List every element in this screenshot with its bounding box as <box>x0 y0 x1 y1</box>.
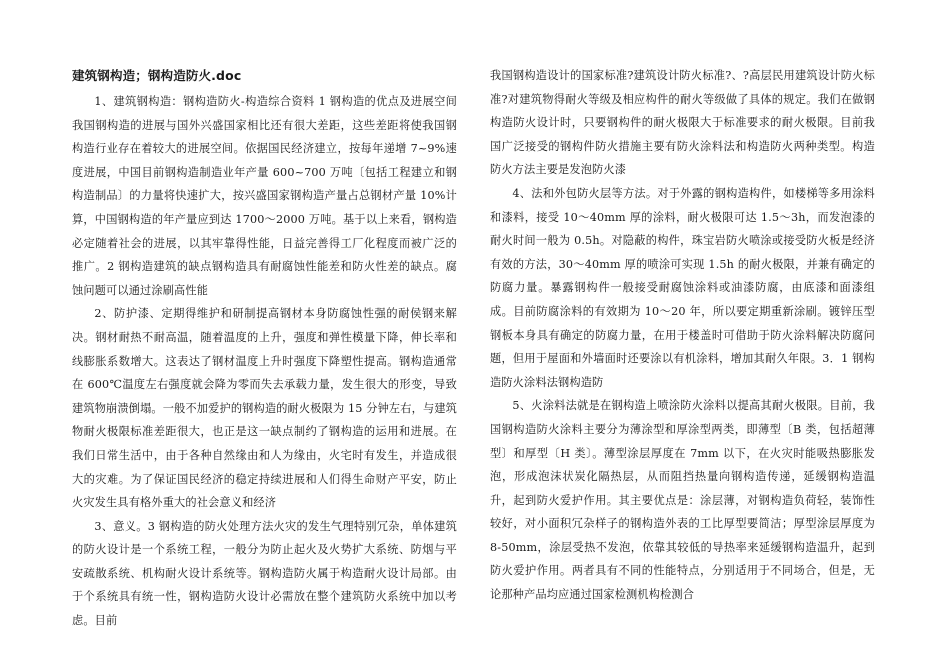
paragraph-3: 3、意义。3 钢构造的防火处理方法火灾的发生气理特别冗杂，单体建筑的防火设计是一个系统工程，一般分为防止起火及火势扩大系统、防烟与平安疏散系统、机构耐火设计系统等。钢构造防火属于构造耐火设计局部。由于个系统具有统一性，钢构造防火设计必需放在整个建筑防火系统中加以考虑。目前 <box>72 519 457 628</box>
paragraph-5: 5、火涂料法就是在钢构造上喷涂防火涂料以提高其耐火极限。目前，我国钢构造防火涂料主要分为薄涂型和厚涂型两类，即薄型〔B 类，包括超薄型〕和厚型〔H 类〕。薄型涂层厚度在 7mm 以下，在火灾时能吸热膨胀发泡，形成泡沫状炭化隔热层，从而阻挡热量向钢构造传递，延缓钢构造温升，起到防火爱护作用。其主要优点是：涂层薄，对钢构造负荷轻，装饰性较好，对小面积冗杂样子的钢构造外表的工比厚型要简洁；厚型涂层厚度为 8-50mm，涂层受热不发泡，依靠其较低的导热率来延缓钢构造温升，起到防火爱护作用。两者具有不同的性能特点，分别适用于不同场合，但是，无论那种产品均应通过国家检测机构检测合 <box>490 399 875 602</box>
paragraph-2: 2、防护漆、定期得维护和研制提高钢材本身防腐蚀性强的耐侯钢来解决。钢材耐热不耐高温，随着温度的上升，强度和弹性模量下降，伸长率和线膨胀系数增大。这表达了钢材温度上升时强度下降塑性提高。钢构造通常在 600℃温度左右强度就会降为零而失去承载力量，发生很大的形变，导致建筑物崩溃倒塌。一般不加爱护的钢构造的耐火极限为 15 分钟左右，与建筑物耐火极限标准差距很大，也正是这一缺点制约了钢构造的运用和进展。在我们日常生活中，由于各种自然缘由和人为缘由，火宅时有发生，并造成很大的灾难。为了保证国民经济的稳定持续进展和人们得生命财产平安，防止火灾发生具有格外重大的社会意义和经济 <box>72 307 457 510</box>
paragraph-3-continued: 我国钢构造设计的国家标准?建筑设计防火标准?、?高层民用建筑设计防火标准?对建筑物得耐火等级及相应构件的耐火等级做了具体的规定。我们在做钢构造防火设计时，只要钢构件的耐火极限大于标准要求的耐火极限。目前我国广泛接受的钢构件防火措施主要有防火涂料法和构造防火两种类型。构造防火方法主要是发泡防火漆 <box>490 69 875 177</box>
paragraph-1: 1、建筑钢构造：钢构造防火-构造综合资料 1 钢构造的优点及进展空间我国钢构造的进展与国外兴盛国家相比还有很大差距，这些差距将使我国钢构造行业存在着较大的进展空间。依据国民经济建立，按每年递增 7~9%速度进展，中国目前钢构造制造业年产量 600~700 万吨〔包括工程建立和钢构造制品〕的力量将快速扩大，按兴盛国家钢构造产量占总钢材产量 10%计算，中国钢构造的年产量应到达 1700～2000 万吨。基于以上来看，钢构造必定随着社会的进展，以其牢靠得性能，日益完善得工厂化程度而被广泛的推广。2 钢构造建筑的缺点钢构造具有耐腐蚀性能差和防火性差的缺点。腐蚀问题可以通过涂刷高性能 <box>72 95 457 297</box>
left-column <box>72 66 457 633</box>
document-title: 建筑钢构造；钢构造防火.doc <box>72 68 242 83</box>
paragraph-4: 4、法和外包防火层等方法。对于外露的钢构造构件，如楼梯等多用涂料和漆料，接受 10～40mm 厚的涂料，耐火极限可达 1.5～3h，而发泡漆的耐火时间一般为 0.5h。对隐蔽的构件，珠宝岩防火喷涂或接受防火板是经济有效的方法，30～40mm 厚的喷涂可实现 1.5h 的耐火极限，并兼有确定的防腐力量。暴露钢构件一般接受耐腐蚀涂料或油漆防腐，由底漆和面漆组成。目前防腐涂料的有效期为 10～20 年，所以要定期重新涂刷。镀锌压型钢板本身具有确定的防腐力量，在用于楼盖时可借助于防火涂料解决防腐问题，但用于屋面和外墙面时还要涂以有机涂料，增加其耐久年限。3．1 钢构造防火涂料法钢构造防 <box>490 186 875 389</box>
right-column <box>490 64 875 607</box>
